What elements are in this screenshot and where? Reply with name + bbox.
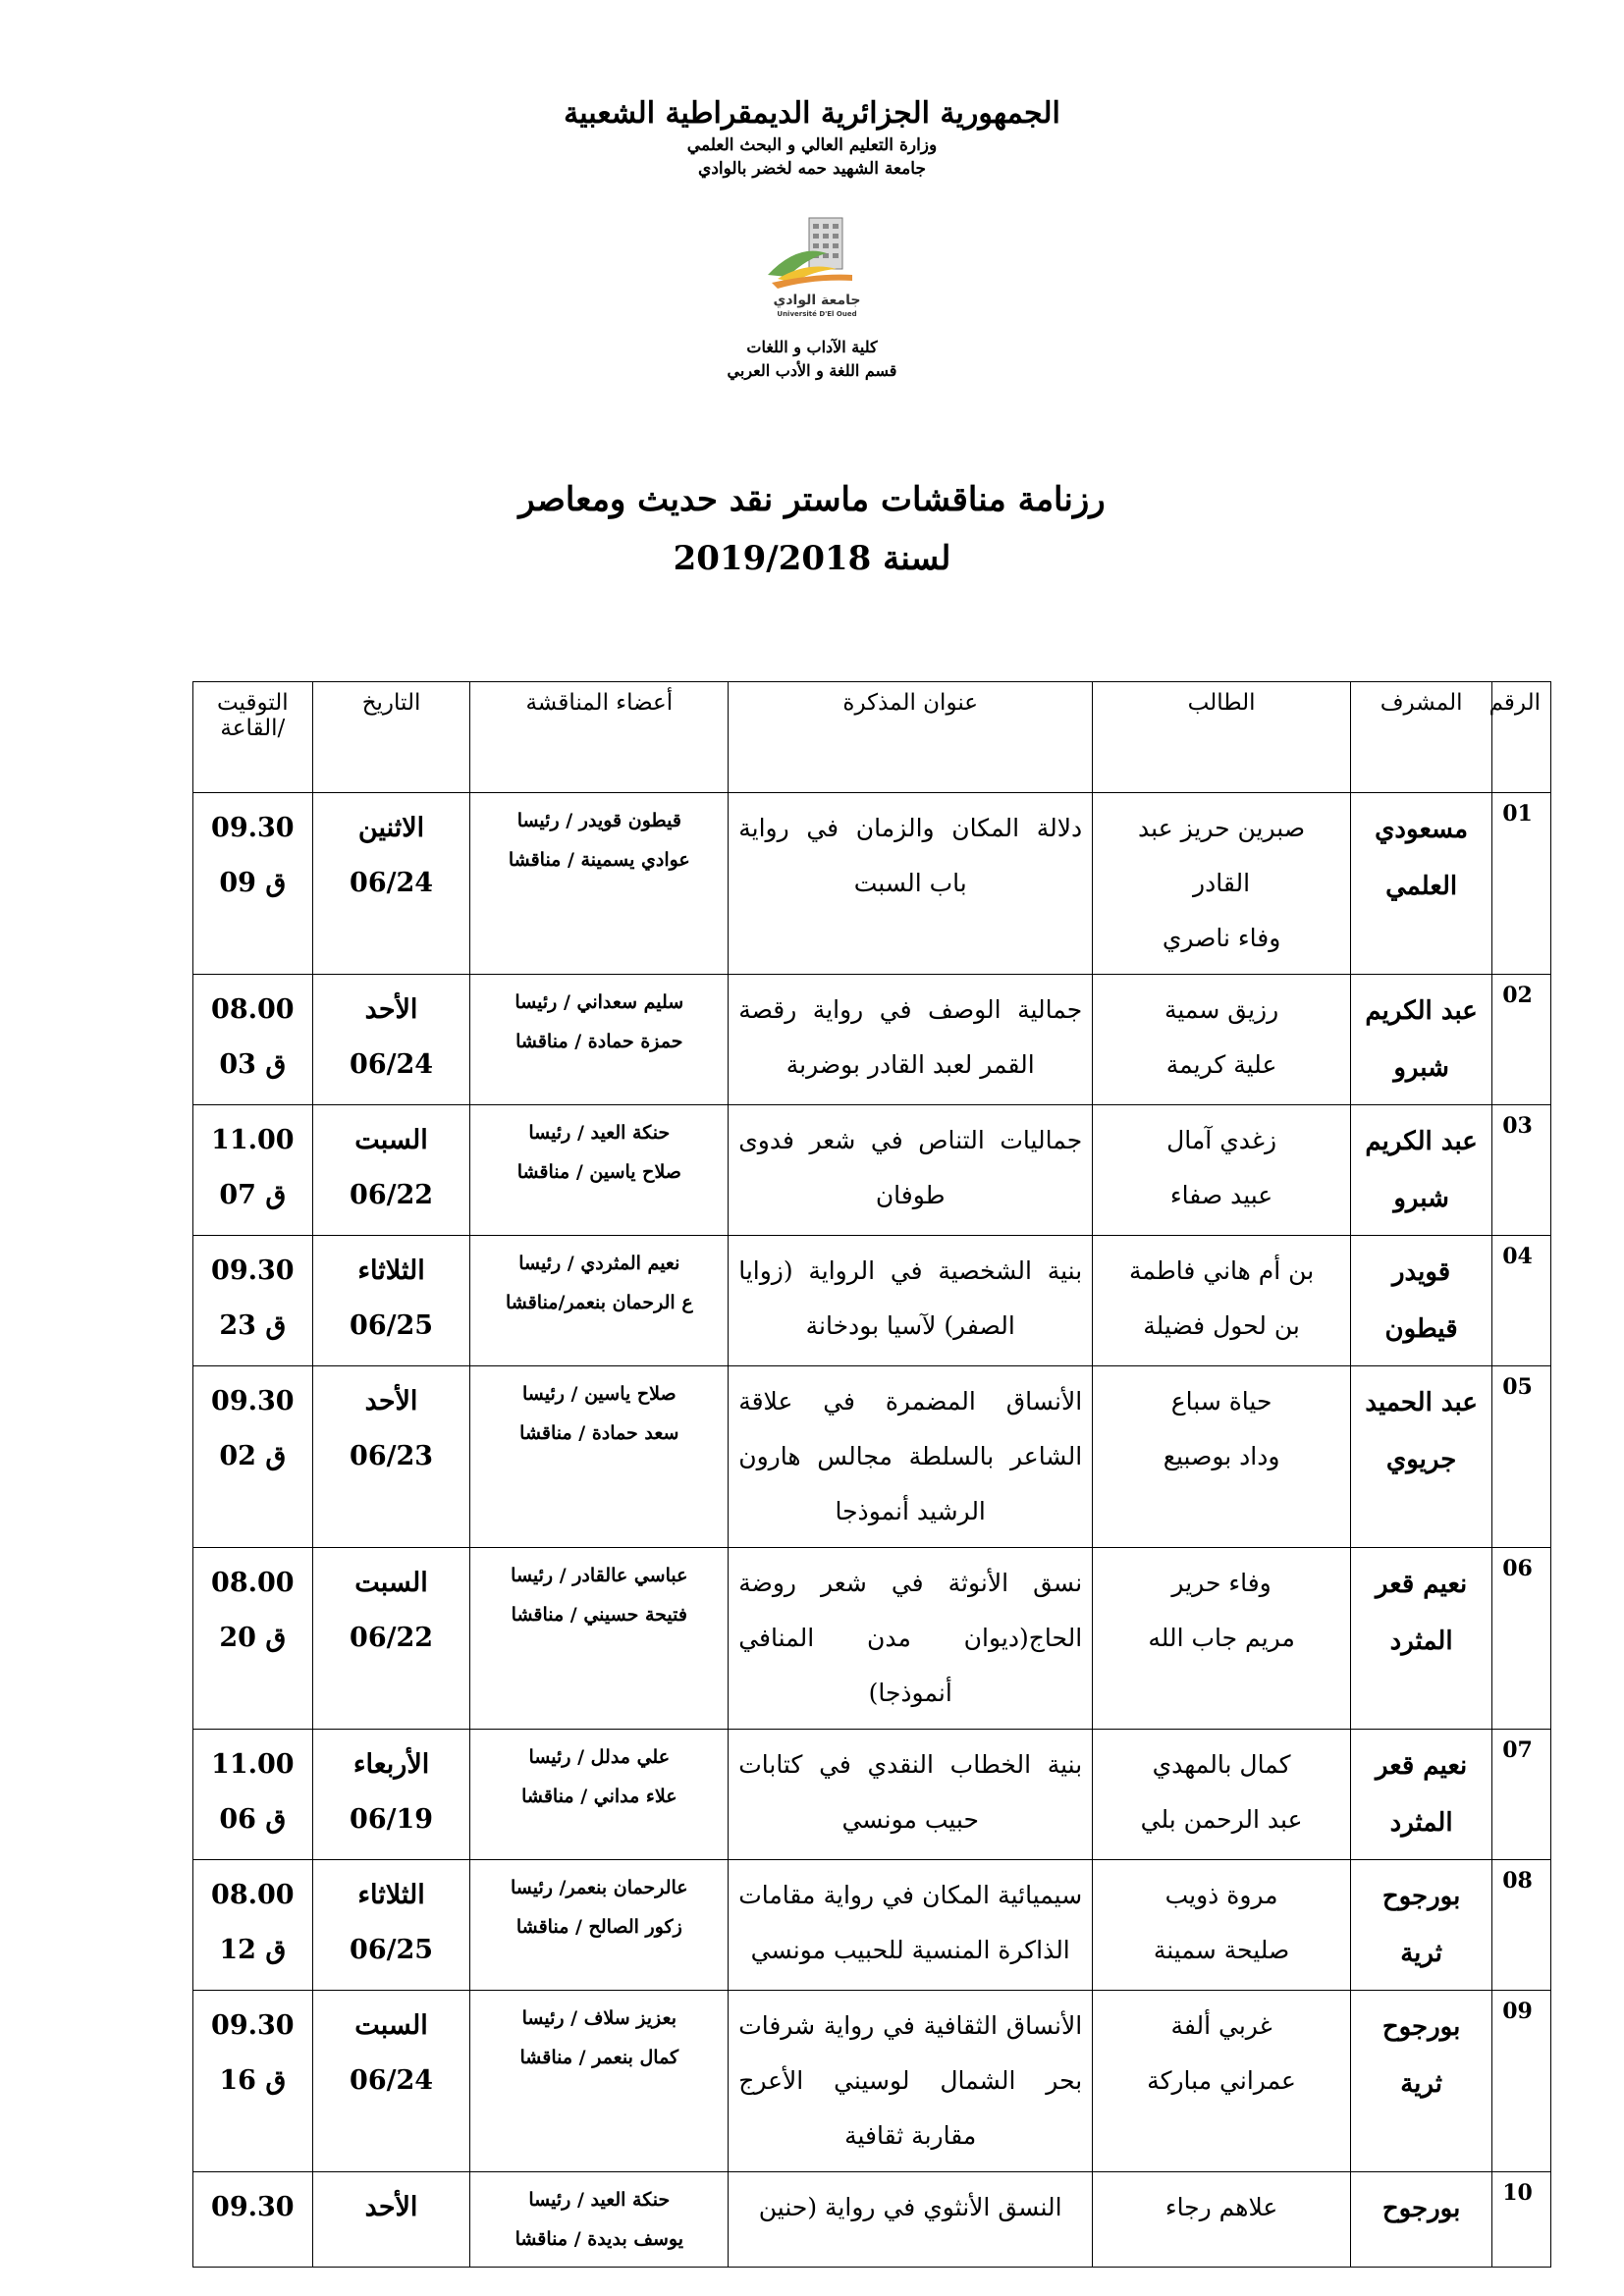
table-row (193, 793, 1551, 975)
student-name-line: غربي ألفة (1170, 2011, 1272, 2040)
supervisor-name-line: بورجوح (1381, 2194, 1461, 2223)
logo-latin-text: Université D'El Oued (777, 310, 857, 318)
defense-time: 09.30 (211, 813, 295, 843)
supervisor-name-line: عبد الكريم (1365, 996, 1478, 1026)
student-name-line: صبرين حريز عبد (1138, 814, 1306, 842)
committee-cell (470, 1730, 729, 1860)
defense-time: 09.30 (211, 1255, 295, 1286)
student-name-line: حياة سباع (1170, 1387, 1272, 1415)
student-name-line: وفاء حرير (1171, 1569, 1272, 1597)
supervisor-name-line: نعيم قعر (1375, 1570, 1468, 1599)
student-name-line: بن أم هاني فاطمة (1128, 1256, 1315, 1285)
supervisor-name-line: عبد الكريم (1365, 1127, 1478, 1156)
university-logo (758, 214, 876, 320)
header-date: التاريخ (312, 682, 470, 793)
thesis-title-cell: النسق الأنثوي في رواية (حنين (729, 2172, 1093, 2268)
student-name-line: عمراني مباركة (1147, 2066, 1296, 2095)
row-number: 01 (1492, 793, 1551, 975)
committee-member-line: عباسي عالقادر / رئيسا (511, 1565, 688, 1586)
supervisor-cell (1350, 1366, 1491, 1548)
committee-member-line: عالرحمان بنعمر/ رئيسا (510, 1877, 688, 1898)
supervisor-name-line: عبد الحميد (1365, 1388, 1478, 1417)
date-cell (312, 793, 470, 975)
defense-day: الأحد (364, 2192, 418, 2222)
header-thesis: عنوان المذكرة (729, 682, 1093, 793)
defense-room: ق 20 (219, 1623, 287, 1653)
row-number: 10 (1492, 2172, 1551, 2268)
ministry-name: وزارة التعليم العالي و البحث العلمي (686, 135, 938, 155)
student-name-line: زغدي آمال (1166, 1126, 1277, 1154)
defense-date: 06/19 (350, 1804, 434, 1835)
row-number: 03 (1492, 1105, 1551, 1236)
student-name-line: عبد الرحمن بلي (1140, 1805, 1303, 1834)
student-name-line: مروة ذويب (1164, 1881, 1278, 1909)
time-room-cell (193, 1236, 313, 1366)
committee-cell (470, 975, 729, 1105)
thesis-title-cell: نسق الأنوثة في شعر روضة الحاج(ديوان مدن المنافي أنموذجا) (729, 1548, 1093, 1730)
supervisor-cell (1350, 1548, 1491, 1730)
table-body (193, 793, 1551, 2268)
date-cell (312, 1548, 470, 1730)
date-cell (312, 975, 470, 1105)
defense-schedule-table (192, 681, 1551, 2268)
supervisor-name-line: شبرو (1393, 1053, 1449, 1083)
thesis-title-cell: دلالة المكان والزمان في رواية باب السبت (729, 793, 1093, 975)
supervisor-cell (1350, 1991, 1491, 2172)
committee-member-line: ع الرحمان بنعمر/مناقشا (505, 1292, 693, 1313)
document-title: رزنامة مناقشات ماستر نقد حديث ومعاصر (518, 480, 1106, 519)
supervisor-cell (1350, 1105, 1491, 1236)
date-cell (312, 1730, 470, 1860)
table-row (193, 1730, 1551, 1860)
university-name: جامعة الشهيد حمه لخضر بالوادي (698, 159, 926, 179)
students-cell (1093, 975, 1351, 1105)
date-cell (312, 1860, 470, 1991)
committee-cell (470, 2172, 729, 2268)
supervisor-name-line: المثرد (1389, 1627, 1453, 1656)
table-row (193, 1236, 1551, 1366)
supervisor-name-line: جريوي (1385, 1445, 1457, 1474)
defense-room: ق 02 (219, 1441, 287, 1471)
document-header (0, 94, 1624, 181)
defense-time: 08.00 (211, 994, 295, 1025)
supervisor-name-line: بورجوح (1381, 1882, 1461, 1911)
committee-member-line: صلاح ياسين / رئيسا (521, 1383, 677, 1405)
defense-date: 06/22 (350, 1180, 434, 1210)
committee-member-line: قيطون قويدر / رئيسا (516, 810, 681, 831)
defense-day: السبت (354, 1568, 428, 1598)
committee-member-line: عوادي يسمينة / مناقشا (508, 849, 690, 871)
committee-cell (470, 1105, 729, 1236)
table-row (193, 1860, 1551, 1991)
defense-room: ق 16 (219, 2065, 287, 2096)
header-time-room (193, 682, 313, 793)
defense-date: 06/24 (350, 1049, 434, 1080)
row-number: 06 (1492, 1548, 1551, 1730)
defense-room: ق 23 (219, 1310, 287, 1341)
defense-time: 09.30 (211, 1386, 295, 1416)
student-name-line: صليحة سمينة (1153, 1936, 1290, 1964)
supervisor-cell (1350, 1860, 1491, 1991)
defense-day: الثلاثاء (357, 1255, 425, 1286)
committee-cell (470, 1991, 729, 2172)
republic-name: الجمهورية الجزائرية الديمقراطية الشعبية (564, 96, 1060, 131)
supervisor-name-line: ثرية (1400, 2069, 1442, 2099)
time-room-cell (193, 975, 313, 1105)
supervisor-name-line: المثرد (1389, 1808, 1453, 1838)
date-cell (312, 2172, 470, 2268)
defense-room: ق 07 (219, 1180, 287, 1210)
date-cell (312, 1366, 470, 1548)
row-number: 08 (1492, 1860, 1551, 1991)
time-room-cell (193, 1105, 313, 1236)
defense-time: 09.30 (211, 2192, 295, 2222)
department-name: قسم اللغة و الأدب العربي (727, 361, 897, 380)
time-room-cell (193, 1991, 313, 2172)
committee-cell (470, 1860, 729, 1991)
student-name-line: وداد بوصبيع (1163, 1442, 1280, 1470)
supervisor-cell (1350, 793, 1491, 975)
thesis-title-cell: جماليات التناص في شعر فدوى طوفان (729, 1105, 1093, 1236)
student-name-line: وفاء ناصري (1162, 924, 1281, 952)
student-name-line: علية كريمة (1165, 1050, 1277, 1079)
table-row (193, 1366, 1551, 1548)
faculty-block (0, 336, 1624, 383)
committee-member-line: علي مدلل / رئيسا (528, 1746, 671, 1768)
date-cell (312, 1991, 470, 2172)
defense-date: 06/24 (350, 2065, 434, 2096)
committee-member-line: سليم سعداني / رئيسا (514, 991, 684, 1013)
committee-member-line: زكور الصالح / مناقشا (515, 1916, 682, 1938)
table-row (193, 2172, 1551, 2268)
supervisor-name-line: قيطون (1384, 1314, 1458, 1344)
document-subtitle: لسنة 2019/2018 (673, 539, 951, 578)
defense-room: ق 09 (219, 868, 287, 898)
row-number: 02 (1492, 975, 1551, 1105)
row-number: 09 (1492, 1991, 1551, 2172)
committee-member-line: حنكة العيد / رئيسا (528, 1122, 671, 1144)
student-name-line: القادر (1193, 869, 1251, 897)
student-name-line: رزيق سمية (1164, 995, 1279, 1024)
students-cell (1093, 1105, 1351, 1236)
defense-day: الأربعاء (352, 1749, 430, 1780)
student-name-line: كمال بالمهدي (1152, 1750, 1291, 1779)
defense-day: السبت (354, 1125, 428, 1155)
students-cell (1093, 2172, 1351, 2268)
row-number: 04 (1492, 1236, 1551, 1366)
student-name-line: مريم جاب الله (1148, 1624, 1295, 1652)
header-time: التوقيت (216, 690, 289, 716)
defense-time: 09.30 (211, 2010, 295, 2041)
defense-day: السبت (354, 2010, 428, 2041)
header-num: الرقم (1492, 682, 1551, 793)
table-row (193, 1105, 1551, 1236)
row-number: 07 (1492, 1730, 1551, 1860)
committee-member-line: كمال بنعمر / مناقشا (519, 2047, 679, 2068)
committee-cell (470, 1366, 729, 1548)
table-row (193, 975, 1551, 1105)
date-cell (312, 1236, 470, 1366)
defense-date: 06/25 (350, 1310, 434, 1341)
supervisor-cell (1350, 975, 1491, 1105)
defense-room: ق 06 (219, 1804, 287, 1835)
date-cell (312, 1105, 470, 1236)
table-row (193, 1991, 1551, 2172)
students-cell (1093, 1236, 1351, 1366)
supervisor-cell (1350, 2172, 1491, 2268)
committee-member-line: حمزة حمادة / مناقشا (515, 1031, 683, 1052)
students-cell (1093, 1366, 1351, 1548)
defense-date: 06/25 (350, 1935, 434, 1965)
defense-day: الاثنين (357, 813, 425, 843)
time-room-cell (193, 793, 313, 975)
supervisor-cell (1350, 1236, 1491, 1366)
header-committee: أعضاء المناقشة (470, 682, 729, 793)
row-number: 05 (1492, 1366, 1551, 1548)
defense-date: 06/24 (350, 868, 434, 898)
student-name-line: بن لحول فضيلة (1143, 1311, 1300, 1340)
time-room-cell (193, 1730, 313, 1860)
supervisor-name-line: قويدر (1391, 1257, 1451, 1287)
defense-day: الثلاثاء (357, 1880, 425, 1910)
defense-room: ق 03 (219, 1049, 287, 1080)
supervisor-name-line: مسعودي (1375, 815, 1469, 844)
supervisor-name-line: العلمي (1385, 872, 1458, 901)
supervisor-name-line: شبرو (1393, 1184, 1449, 1213)
defense-time: 08.00 (211, 1568, 295, 1598)
thesis-title-cell: بنية الشخصية في الرواية (زوايا الصفر) لآسيا بودخانة (729, 1236, 1093, 1366)
defense-time: 11.00 (211, 1749, 295, 1780)
header-student: الطالب (1093, 682, 1351, 793)
time-room-cell (193, 1548, 313, 1730)
committee-member-line: سعد حمادة / مناقشا (519, 1422, 679, 1444)
thesis-title-cell: بنية الخطاب النقدي في كتابات حبيب مونسي (729, 1730, 1093, 1860)
time-room-cell (193, 1860, 313, 1991)
committee-cell (470, 1236, 729, 1366)
students-cell (1093, 1991, 1351, 2172)
students-cell (1093, 1548, 1351, 1730)
students-cell (1093, 1730, 1351, 1860)
faculty-name: كلية الآداب و اللغات (746, 338, 878, 356)
committee-member-line: صلاح ياسين / مناقشا (516, 1161, 681, 1183)
students-cell (1093, 793, 1351, 975)
header-room: /القاعة (220, 716, 286, 741)
logo-arabic-text: جامعة الوادي (773, 293, 861, 308)
committee-member-line: علاء مداني / مناقشا (521, 1786, 677, 1807)
committee-cell (470, 793, 729, 975)
committee-member-line: فتيحة حسيني / مناقشا (511, 1604, 687, 1626)
time-room-cell (193, 2172, 313, 2268)
committee-member-line: نعيم المثردي / رئيسا (518, 1253, 680, 1274)
table-row (193, 1548, 1551, 1730)
supervisor-name-line: نعيم قعر (1375, 1751, 1468, 1781)
header-supervisor: المشرف (1350, 682, 1491, 793)
supervisor-cell (1350, 1730, 1491, 1860)
committee-cell (470, 1548, 729, 1730)
student-name-line: عبيد صفاء (1169, 1181, 1273, 1209)
committee-member-line: بعزيز سلاف / رئيسا (521, 2007, 677, 2029)
defense-day: الأحد (364, 994, 418, 1025)
committee-member-line: حنكة العيد / رئيسا (528, 2189, 671, 2211)
supervisor-name-line: بورجوح (1381, 2012, 1461, 2042)
committee-member-line: يوسف بديدة / مناقشا (514, 2228, 684, 2250)
table-header-row (193, 682, 1551, 793)
supervisor-name-line: ثرية (1400, 1939, 1442, 1968)
thesis-title-cell: جمالية الوصف في رواية رقصة القمر لعبد القادر بوضربة (729, 975, 1093, 1105)
defense-time: 11.00 (211, 1125, 295, 1155)
student-name-line: علاهم رجاء (1164, 2193, 1278, 2221)
defense-date: 06/22 (350, 1623, 434, 1653)
defense-day: الأحد (364, 1386, 418, 1416)
defense-date: 06/23 (350, 1441, 434, 1471)
defense-time: 08.00 (211, 1880, 295, 1910)
thesis-title-cell: الأنساق المضمرة في علاقة الشاعر بالسلطة مجالس هارون الرشيد أنموذجا (729, 1366, 1093, 1548)
thesis-title-cell: الأنساق الثقافية في رواية شرفات بحر الشمال لوسيني الأعرج مقاربة ثقافية (729, 1991, 1093, 2172)
thesis-title-cell: سيميائية المكان في رواية مقامات الذاكرة المنسية للحبيب مونسي (729, 1860, 1093, 1991)
students-cell (1093, 1860, 1351, 1991)
time-room-cell (193, 1366, 313, 1548)
defense-room: ق 12 (219, 1935, 287, 1965)
